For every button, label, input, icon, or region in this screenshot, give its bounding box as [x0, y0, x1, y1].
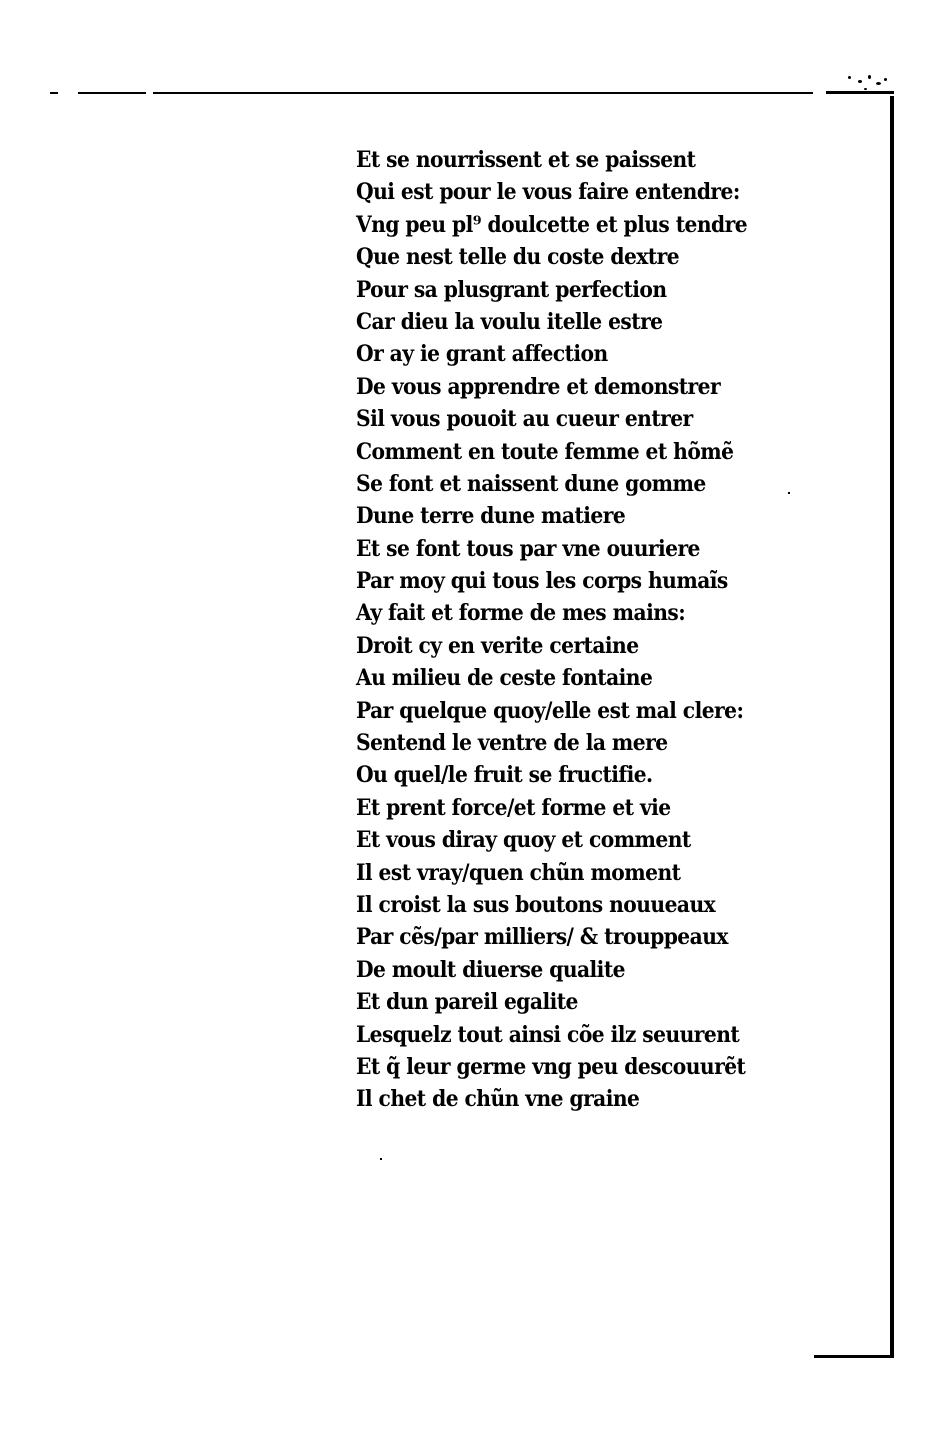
verse-line: Et se nourrissent et se paissent	[356, 147, 696, 173]
verse-line: Ou quel/le fruit se fructifie.	[356, 762, 653, 789]
verse-line: Comment en toute femme et hõmẽ	[356, 438, 734, 465]
verse-line: Et prent force/et forme et vie	[356, 794, 671, 821]
ink-speck	[380, 1158, 382, 1160]
top-rule-end	[826, 91, 894, 94]
ink-speck	[858, 80, 862, 83]
ink-speck	[864, 88, 867, 90]
verse-line: Et q̃ leur germe vng peu descouurẽt	[356, 1053, 746, 1080]
ink-speck	[868, 75, 871, 79]
verse-line: De moult diuerse qualite	[356, 956, 625, 983]
bottom-rule	[814, 1355, 894, 1358]
verse-line: Il chet de chũn vne graine	[356, 1086, 640, 1113]
page-fore-edge	[890, 96, 894, 1356]
verse-line: Se font et naissent dune gomme	[356, 470, 706, 497]
verse-line: Par moy qui tous les corps humaĩs	[356, 568, 728, 595]
verse-line: Sil vous pouoit au cueur entrer	[356, 406, 693, 433]
verse-line: Il est vray/quen chũn moment	[356, 859, 681, 886]
verse-line: Car dieu la voulu itelle estre	[356, 308, 663, 335]
verse-line: Sentend le ventre de la mere	[356, 730, 668, 757]
top-rule-segment	[78, 92, 146, 94]
ink-speck	[876, 82, 881, 85]
verse-text-block	[356, 144, 826, 1116]
verse-line: Droit cy en verite certaine	[356, 632, 639, 659]
verse-line: De vous apprendre et demonstrer	[356, 373, 721, 400]
verse-line: Ay fait et forme de mes mains:	[356, 600, 686, 627]
verse-line: Au milieu de ceste fontaine	[356, 665, 653, 692]
verse-line: Qui est pour le vous faire entendre:	[356, 179, 740, 206]
verse-line: Par quelque quoy/elle est mal clere:	[356, 697, 744, 724]
verse-line: Pour sa plusgrant perfection	[356, 276, 667, 303]
ink-speck	[848, 76, 851, 79]
verse-line: Et vous diray quoy et comment	[356, 827, 691, 854]
verse-line: Vng peu pl⁹ doulcette et plus tendre	[356, 211, 748, 238]
top-rule-segment	[50, 92, 58, 94]
verse-line: Et dun pareil egalite	[356, 989, 578, 1016]
verse-line: Lesquelz tout ainsi cõe ilz seuurent	[356, 1021, 740, 1048]
verse-line: Par cẽs/par milliers/ & trouppeaux	[356, 924, 728, 951]
ink-speck	[884, 78, 887, 81]
verse-line: Il croist la sus boutons nouueaux	[356, 891, 716, 918]
verse-line: Que nest telle du coste dextre	[356, 244, 680, 271]
verse-line: Dune terre dune matiere	[356, 503, 626, 530]
top-rule	[153, 92, 813, 94]
verse-line: Et se font tous par vne ouuriere	[356, 535, 700, 562]
verse-line: Or ay ie grant affection	[356, 341, 608, 368]
